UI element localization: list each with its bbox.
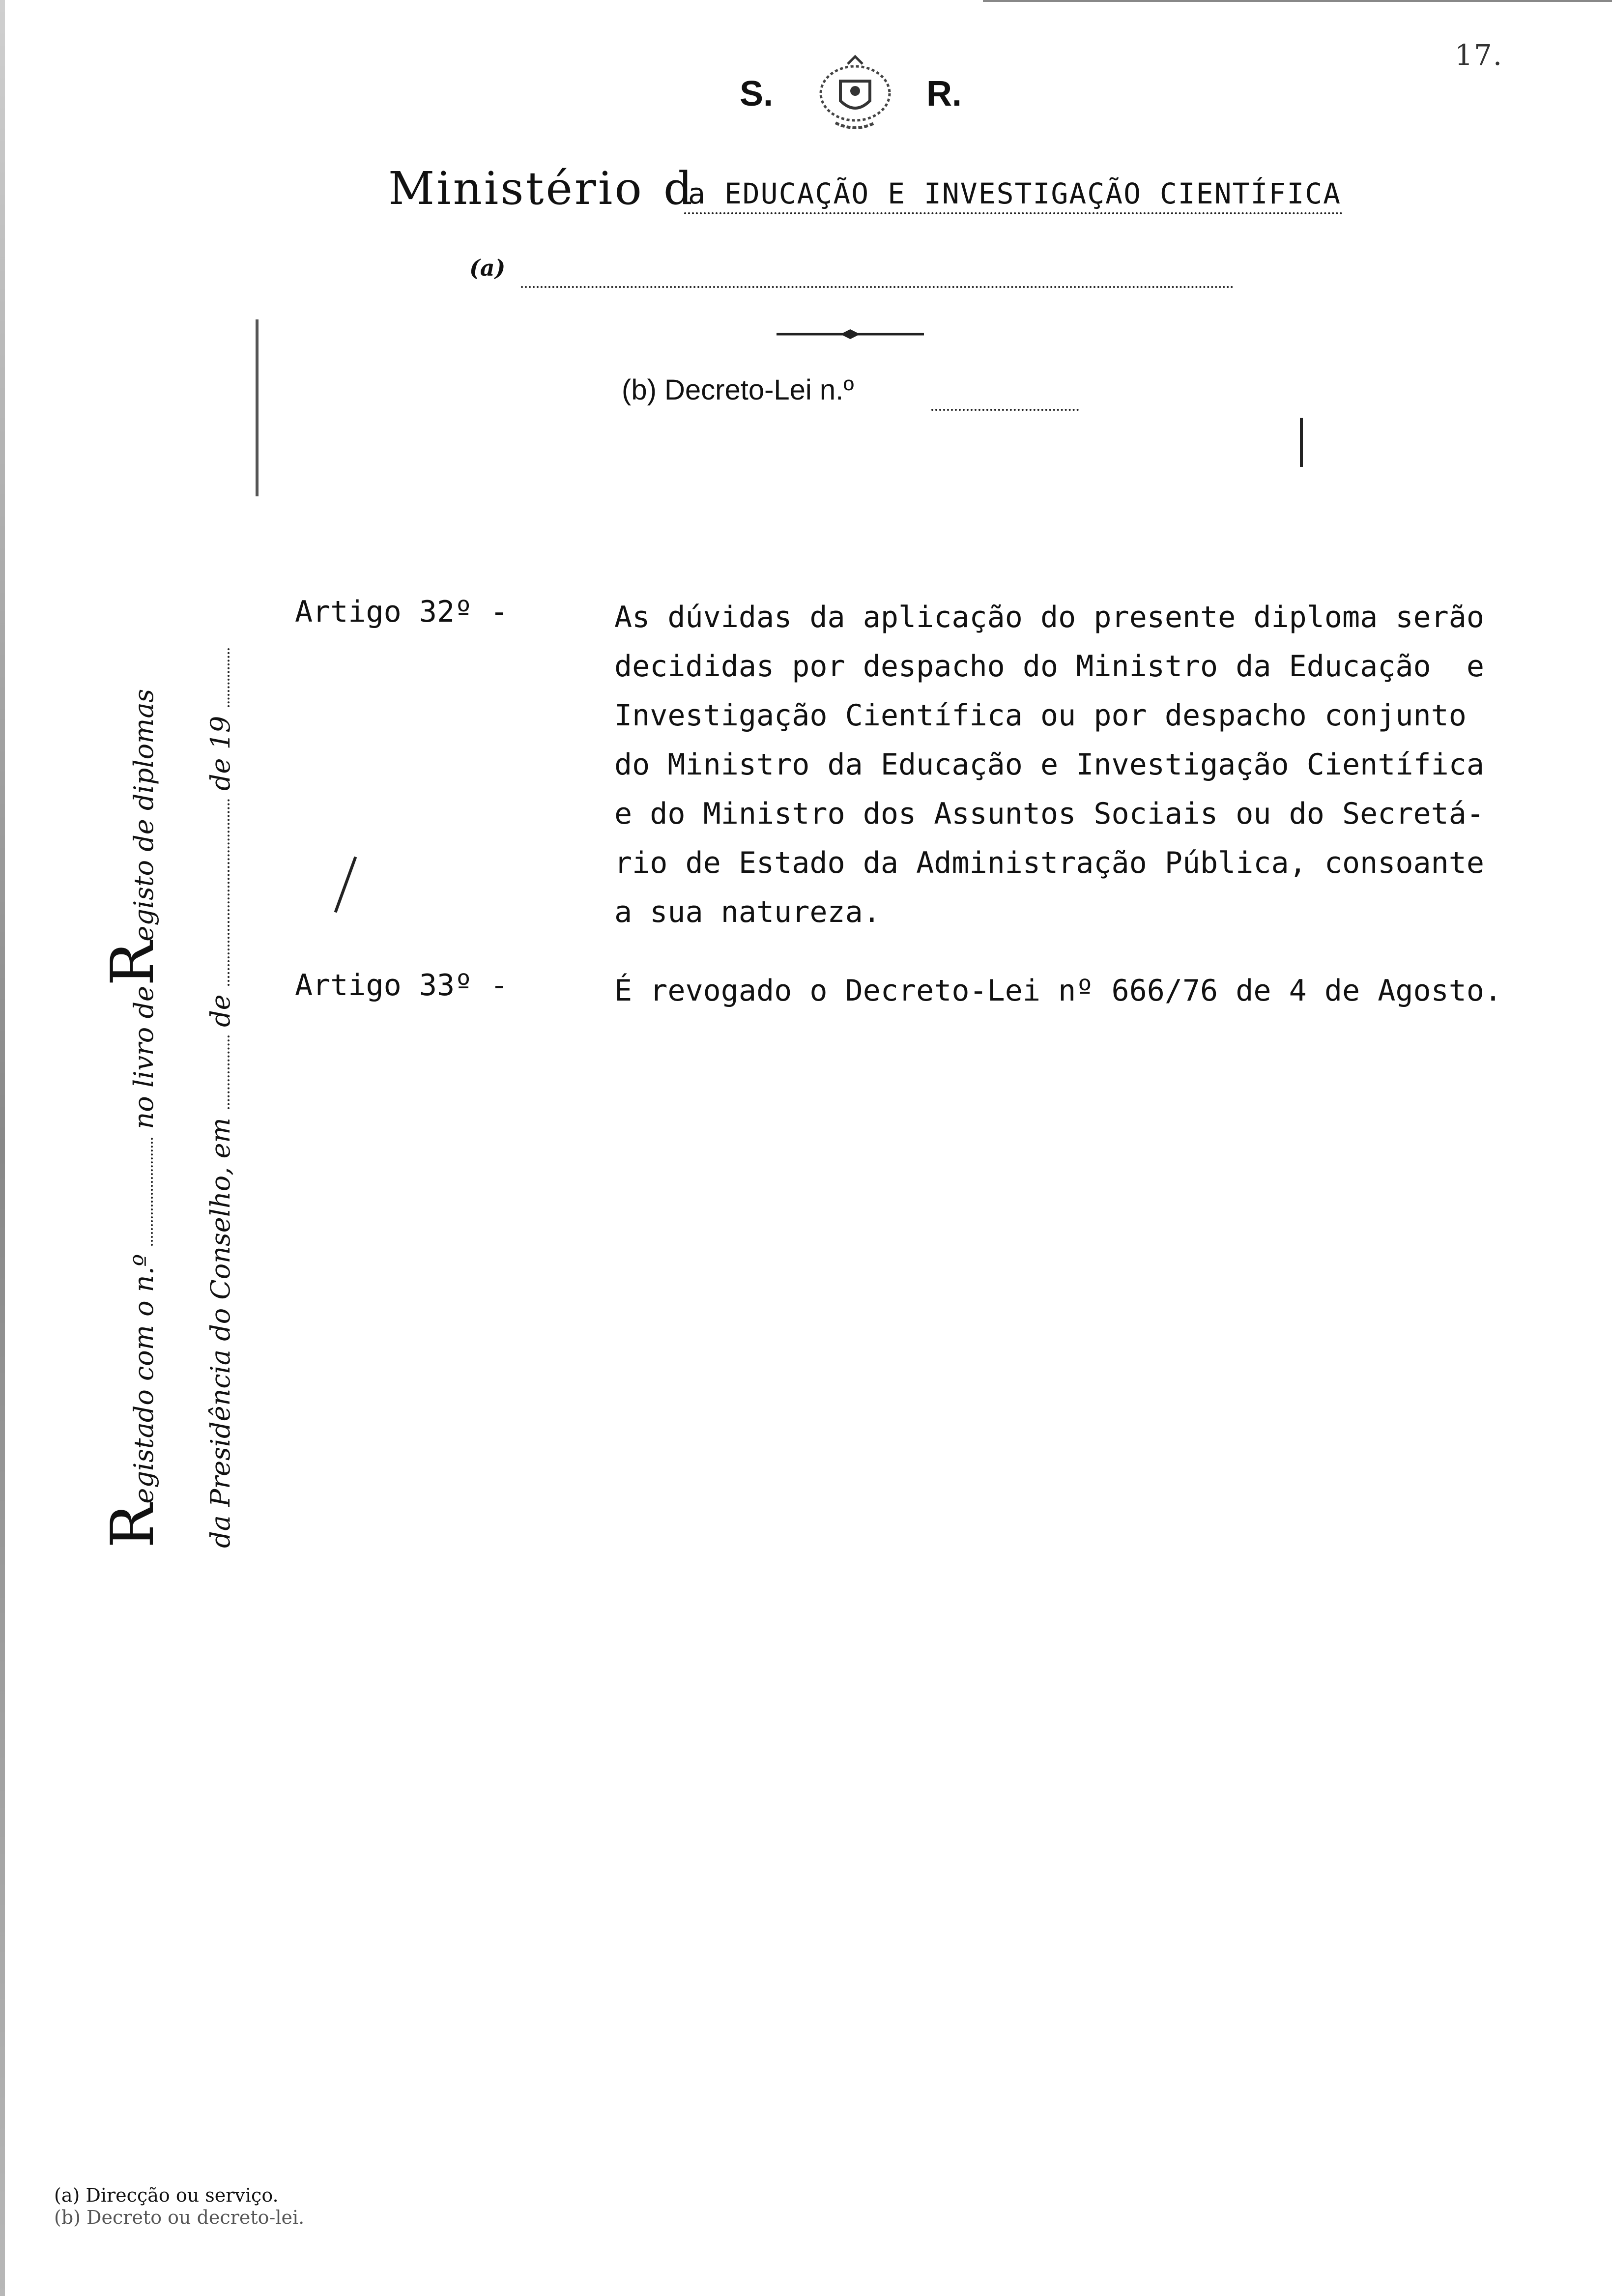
- seal-right-letter: R.: [926, 74, 962, 114]
- pen-mark: [1300, 418, 1303, 467]
- ministry-underline: [684, 212, 1343, 214]
- page-number: 17.: [1455, 38, 1503, 72]
- seal-left-letter: S.: [740, 74, 774, 114]
- pen-mark: [334, 857, 357, 913]
- ministry-name: a EDUCAÇÃO E INVESTIGAÇÃO CIENTÍFICA: [688, 177, 1342, 210]
- divider-ornament: [777, 328, 924, 340]
- field-a-label: (a): [469, 255, 506, 281]
- scan-top-rule: [983, 0, 1612, 2]
- coat-of-arms-icon: [806, 54, 904, 138]
- decree-number-line: [931, 409, 1079, 411]
- field-a-line: [521, 286, 1234, 288]
- registration-line-1: Registado com o n.º no livro deRegisto de diplomas: [99, 689, 167, 1548]
- article-33-label: Artigo 33º -: [295, 968, 508, 1003]
- scan-edge-line: [0, 0, 5, 2296]
- decree-number-label: (b) Decreto-Lei n.º: [622, 374, 854, 406]
- ministry-prefix: Ministério: [388, 162, 644, 215]
- registration-margin: [44, 575, 251, 1548]
- registration-line-2: da Presidência do Conselho, em de de 19: [205, 648, 236, 1548]
- article-33-text: É revogado o Decreto-Lei nº 666/76 de 4 de Agosto.: [614, 974, 1502, 1008]
- footnote-a: (a) Direcção ou serviço.: [54, 2184, 279, 2206]
- article-32-label: Artigo 32º -: [295, 595, 508, 629]
- footnote-b: (b) Decreto ou decreto-lei.: [54, 2207, 305, 2228]
- ministry-d: d: [663, 162, 692, 215]
- pen-mark: [256, 319, 259, 496]
- article-32-text: As dúvidas da aplicação do presente diploma serão decididas por despacho do Ministro da Educação e Investigação Científica ou por despacho conjunto do Ministro da Educação e Investigação Científica e do Ministro dos Assuntos Sociais ou do Secretá- rio de Estado da Administração Pública, consoante a sua natureza.: [614, 600, 1485, 929]
